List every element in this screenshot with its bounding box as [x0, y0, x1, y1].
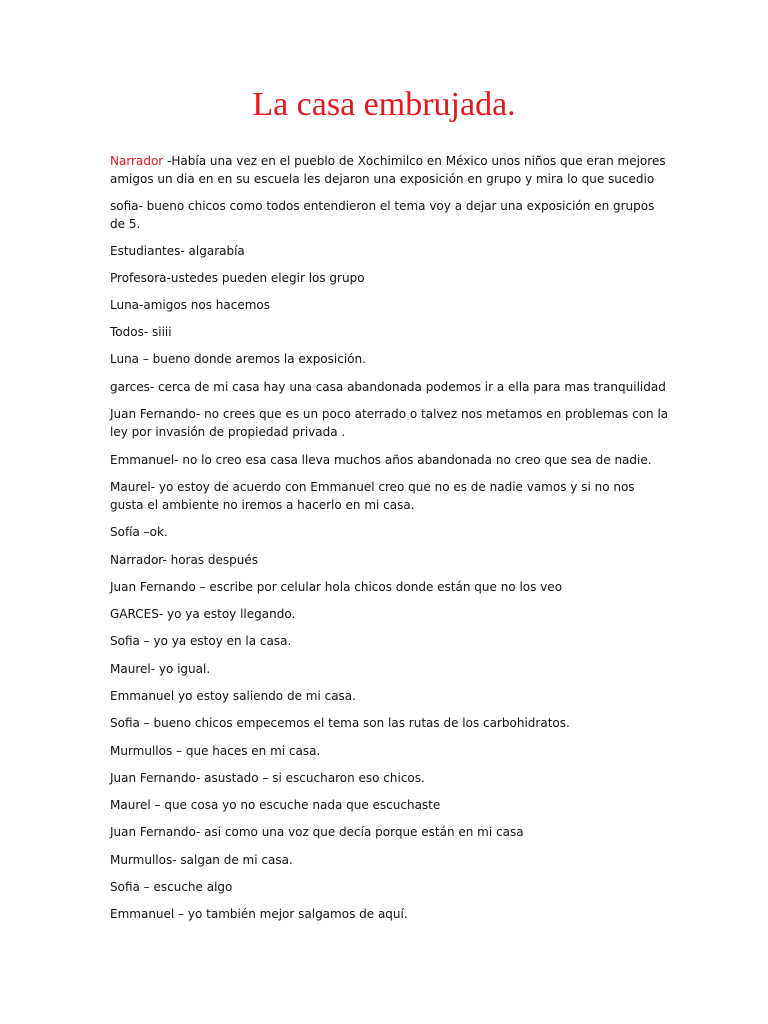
script-line: GARCES- yo ya estoy llegando. [110, 607, 296, 621]
narrator-intro-paragraph [110, 152, 670, 188]
script-line: Murmullos- salgan de mi casa. [110, 853, 293, 867]
script-line: Juan Fernando- asustado – si escucharon eso chicos. [110, 771, 425, 785]
script-line: Sofia – yo ya estoy en la casa. [110, 634, 292, 648]
script-line: Todos- siiii [110, 325, 172, 339]
script-line: Juan Fernando- no crees que es un poco aterrado o talvez nos metamos en problemas con la ley por invasión de propiedad privada . [110, 407, 669, 439]
script-line: Emmanuel- no lo creo esa casa lleva muchos años abandonada no creo que sea de nadie. [110, 453, 652, 467]
script-line: garces- cerca de mi casa hay una casa abandonada podemos ir a ella para mas tranquilidad [110, 380, 666, 394]
script-line: Estudiantes- algarabía [110, 244, 245, 258]
script-line: Maurel- yo igual. [110, 662, 211, 676]
script-line: Maurel- yo estoy de acuerdo con Emmanuel creo que no es de nadie vamos y si no nos gusta el ambiente no iremos a hacerlo en mi casa. [110, 480, 635, 512]
script-line: Narrador- horas después [110, 553, 259, 567]
script-line: Sofia – escuche algo [110, 880, 233, 894]
narrator-speaker-label: Narrador [110, 154, 164, 168]
script-line: Maurel – que cosa yo no escuche nada que escuchaste [110, 798, 441, 812]
script-line: Profesora-ustedes pueden elegir los grupo [110, 271, 365, 285]
script-line: Luna-amigos nos hacemos [110, 298, 271, 312]
script-line: Sofía –ok. [110, 525, 168, 539]
script-line: Luna – bueno donde aremos la exposición. [110, 352, 366, 366]
document-title: La casa embrujada. [252, 86, 516, 123]
narrator-intro-text: -Había una vez en el pueblo de Xochimilco en México unos niños que eran mejores amigos un dia en en su escuela les dejaron una exposición en grupo y mira lo que sucedio [110, 154, 666, 186]
script-line: Juan Fernando- asi como una voz que decía porque están en mi casa [110, 825, 524, 839]
script-line: Emmanuel – yo también mejor salgamos de aquí. [110, 907, 408, 921]
script-line: Emmanuel yo estoy saliendo de mi casa. [110, 689, 356, 703]
script-line: Sofia – bueno chicos empecemos el tema son las rutas de los carbohidratos. [110, 716, 570, 730]
script-line: Juan Fernando – escribe por celular hola chicos donde están que no los veo [110, 580, 563, 594]
script-line: Murmullos – que haces en mi casa. [110, 744, 321, 758]
script-line: sofia- bueno chicos como todos entendieron el tema voy a dejar una exposición en grupos de 5. [110, 199, 655, 231]
